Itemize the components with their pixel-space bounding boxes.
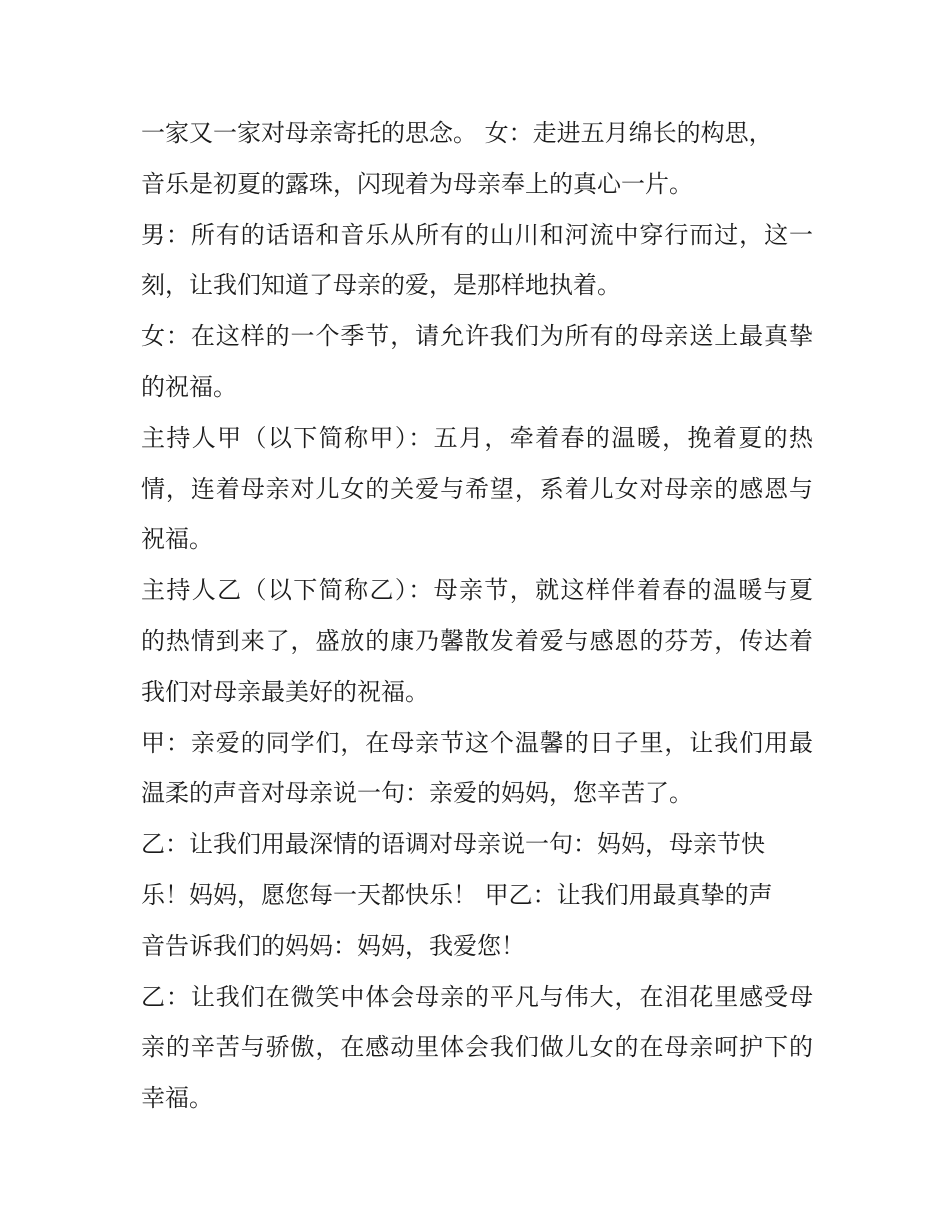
- text-line: 音告诉我们的妈妈：妈妈，我爱您！: [141, 931, 525, 960]
- text-line: 音乐是初夏的露珠，闪现着为母亲奉上的真心一片。: [141, 169, 693, 198]
- text-line: 乐！妈妈，愿您每一天都快乐！ 甲乙：让我们用最真挚的声: [141, 880, 773, 909]
- text-line: 女：在这样的一个季节，请允许我们为所有的母亲送上最真挚: [141, 322, 813, 351]
- text-line: 温柔的声音对母亲说一句：亲爱的妈妈，您辛苦了。: [141, 779, 693, 808]
- text-line: 乙：让我们用最深情的语调对母亲说一句：妈妈，母亲节快: [141, 830, 765, 859]
- text-line: 的祝福。: [141, 372, 237, 401]
- text-line: 刻，让我们知道了母亲的爱，是那样地执着。: [141, 271, 621, 300]
- document-body: [141, 108, 813, 1124]
- text-line: 主持人甲（以下简称甲）：五月，牵着春的温暖，挽着夏的热: [141, 423, 813, 452]
- text-line: 我们对母亲最美好的祝福。: [141, 677, 429, 706]
- text-line: 一家又一家对母亲寄托的思念。 女：走进五月绵长的构思，: [141, 119, 773, 147]
- text-line: 的热情到来了，盛放的康乃馨散发着爱与感恩的芬芳，传达着: [141, 626, 813, 655]
- text-line: 甲：亲爱的同学们，在母亲节这个温馨的日子里，让我们用最: [141, 728, 813, 757]
- text-line: 祝福。: [141, 525, 213, 554]
- text-line: 乙：让我们在微笑中体会母亲的平凡与伟大，在泪花里感受母: [141, 982, 813, 1011]
- text-line: 主持人乙（以下简称乙）：母亲节，就这样伴着春的温暖与夏: [141, 576, 813, 605]
- text-line: 情，连着母亲对儿女的关爱与希望，系着儿女对母亲的感恩与: [141, 474, 813, 503]
- text-line: 亲的辛苦与骄傲，在感动里体会我们做儿女的在母亲呵护下的: [141, 1033, 813, 1062]
- text-line: 男：所有的话语和音乐从所有的山川和河流中穿行而过，这一: [141, 220, 813, 249]
- text-line: 幸福。: [141, 1084, 213, 1113]
